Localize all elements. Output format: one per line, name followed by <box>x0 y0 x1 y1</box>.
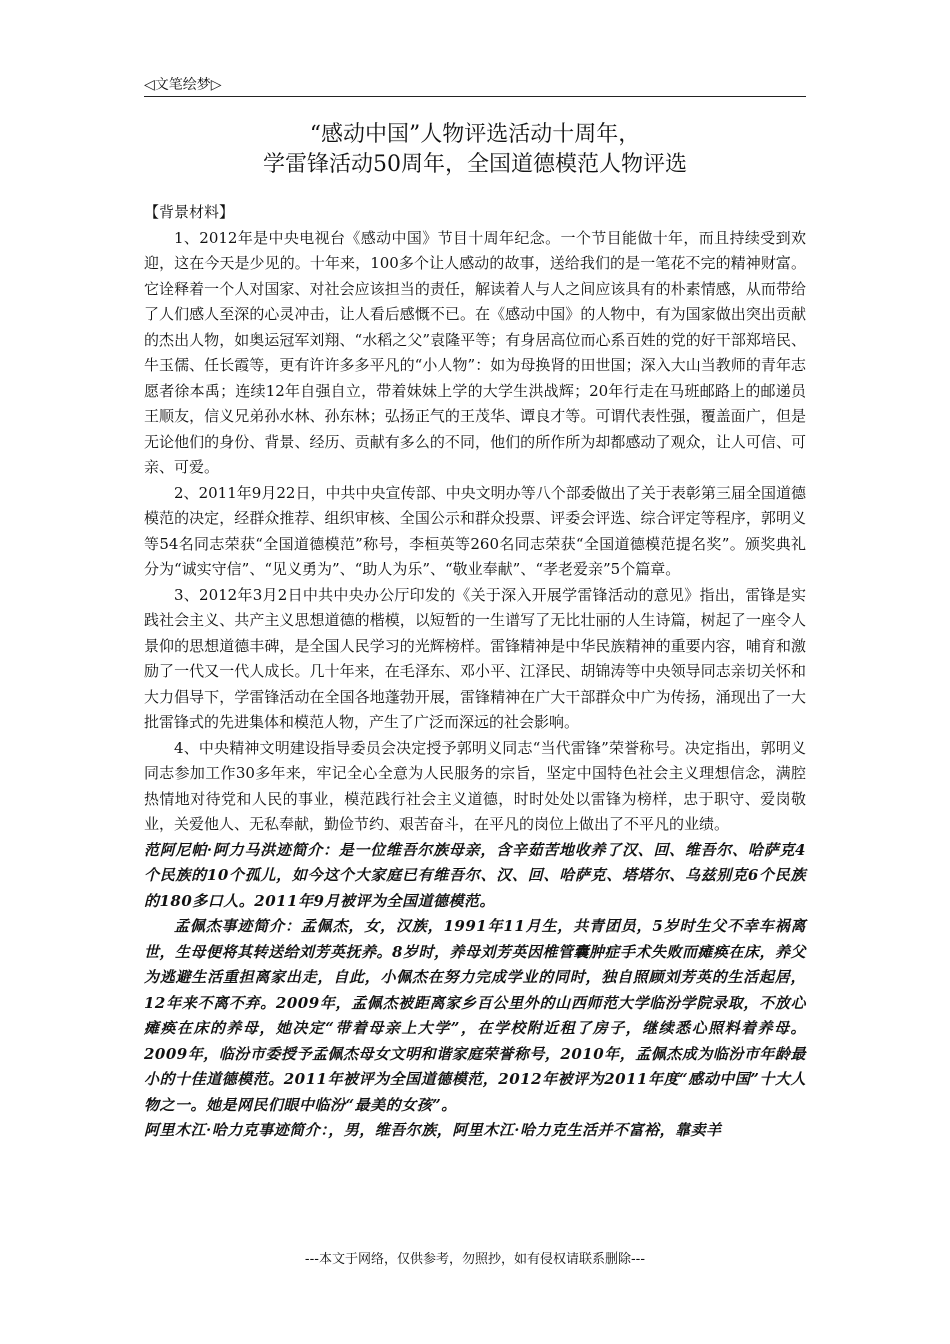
profile-alimjan: 阿里木江·哈力克事迹简介：，男，维吾尔族，阿里木江·哈力克生活并不富裕，靠卖羊 <box>144 1121 722 1139</box>
header-brand: ◁文笔绘梦▷ <box>144 77 222 93</box>
header-divider <box>144 96 806 97</box>
profile-mengpeijie: 孟佩杰事迹简介：孟佩杰，女，汉族，1991年11月生，共青团员，5岁时生父不幸车祸离世，生母便将其转送给刘芳英抚养。8岁时，养母刘芳英因椎管囊肿症手术失败而瘫痪在床，养父为逃避生活重担离家出走，自此，小佩杰在努力完成学业的同时，独自照顾刘芳英的生活起居，12年来不离不弃。2009年，孟佩杰被距离家乡百公里外的山西师范大学临汾学院录取，不放心瘫痪在床的养母，她决定“带着母亲上大学”，在学校附近租了房子，继续悉心照料着养母。2009年，临汾市委授予孟佩杰母女文明和谐家庭荣誉称号，2010年，孟佩杰成为临汾市年龄最小的十佳道德模范。2011年被评为全国道德模范，2012年被评为2011年度“感动中国”十大人物之一。她是网民们眼中临汾“最美的女孩”。 <box>144 917 806 1114</box>
paragraph-3: 3、2012年3月2日中共中央办公厅印发的《关于深入开展学雷锋活动的意见》指出，雷锋是实践社会主义、共产主义思想道德的楷模，以短暂的一生谱写了无比壮丽的人生诗篇，树起了一座令人景仰的思想道德丰碑，是全国人民学习的光辉榜样。雷锋精神是中华民族精神的重要内容，哺育和激励了一代又一代人成长。几十年来，在毛泽东、邓小平、江泽民、胡锦涛等中央领导同志亲切关怀和大力倡导下，学雷锋活动在全国各地蓬勃开展，雷锋精神在广大干部群众中广为传扬，涌现出了一大批雷锋式的先进集体和模范人物，产生了广泛而深远的社会影响。 <box>144 585 806 731</box>
section-label: 【背景材料】 <box>144 203 235 221</box>
paragraph-4: 4、中央精神文明建设指导委员会决定授予郭明义同志“当代雷锋”荣誉称号。决定指出，郭明义同志参加工作30多年来，牢记全心全意为人民服务的宗旨，坚定中国特色社会主义理想信念，满腔热情地对待党和人民的事业，模范践行社会主义道德，时时处处以雷锋为榜样，忠于职守、爱岗敬业，关爱他人、无私奉献，勤俭节约、艰苦奋斗，在平凡的岗位上做出了不平凡的业绩。 <box>144 738 806 833</box>
title-line-1: “感动中国”人物评选活动十周年， <box>309 122 641 147</box>
title-line-2: 学雷锋活动50周年，全国道德模范人物评选 <box>263 152 687 177</box>
paragraph-1: 1、2012年是中央电视台《感动中国》节目十周年纪念。一个节目能做十年，而且持续受到欢迎，这在今天是少见的。十年来，100多个让人感动的故事，送给我们的是一笔花不完的精神财富。它诠释着一个人对国家、对社会应该担当的责任，解读着人与人之间应该具有的朴素情感，从而带给了人们感人至深的心灵冲击，让人看后感慨不已。在《感动中国》的人物中，有为国家做出突出贡献的杰出人物，如奥运冠军刘翔、“水稻之父”袁隆平等；有身居高位而心系百姓的党的好干部郑培民、牛玉儒、任长霞等，更有许许多多平凡的“小人物”：如为母换肾的田世国；深入大山当教师的青年志愿者徐本禹；连续12年自强自立，带着妹妹上学的大学生洪战辉；20年行走在马班邮路上的邮递员王顺友，信义兄弟孙水林、孙东林；弘扬正气的王茂华、谭良才等。可谓代表性强，覆盖面广，但是无论他们的身份、背景、经历、贡献有多么的不同，他们的所作所为却都感动了观众，让人可信、可亲、可爱。 <box>144 228 806 476</box>
document-body <box>144 200 806 1144</box>
profile-anipa: 范阿尼帕·阿力马洪迹简介：是一位维吾尔族母亲，含辛茹苦地收养了汉、回、维吾尔、哈萨克4个民族的10个孤儿，如今这个大家庭已有维吾尔、汉、回、哈萨克、塔塔尔、乌兹别克6个民族的180多口人。2011年9月被评为全国道德模范。 <box>144 840 806 910</box>
page-title <box>144 120 806 180</box>
footer-disclaimer: ---本文于网络，仅供参考，勿照抄，如有侵权请联系删除--- <box>304 1252 646 1267</box>
paragraph-2: 2、2011年9月22日，中共中央宣传部、中央文明办等八个部委做出了关于表彰第三届全国道德模范的决定，经群众推荐、组织审核、全国公示和群众投票、评委会评选、综合评定等程序，郭明义等54名同志荣获“全国道德模范”称号，李桓英等260名同志荣获“全国道德模范提名奖”。颁奖典礼分为“诚实守信”、“见义勇为”、“助人为乐”、“敬业奉献”、“孝老爱亲”5个篇章。 <box>144 483 806 578</box>
